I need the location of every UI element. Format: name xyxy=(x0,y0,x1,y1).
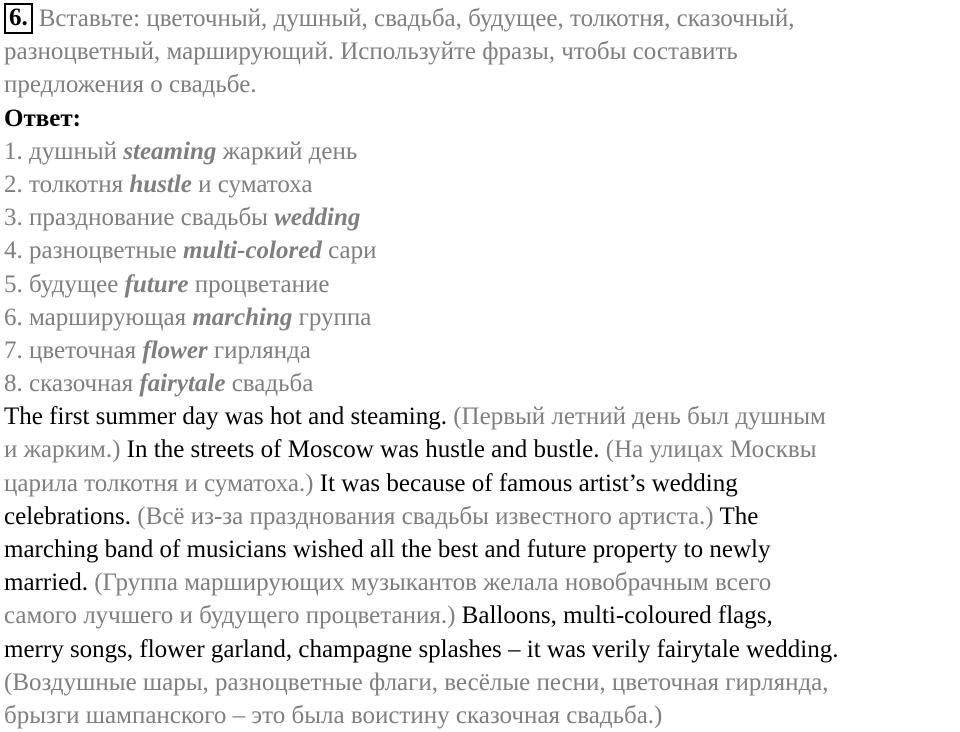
list-item xyxy=(4,334,959,367)
list-item xyxy=(4,268,959,301)
russian-translation: (Воздушные шары, разноцветные флаги, весёлые песни, цветочная гирлянда, xyxy=(4,668,829,696)
item-english-term: hustle xyxy=(129,170,192,198)
english-sentence: celebrations. xyxy=(4,502,138,530)
story-line xyxy=(4,500,959,533)
russian-translation: (Группа марширующих музыкантов желала новобрачным всего xyxy=(94,569,772,597)
russian-translation: царила толкотня и суматоха.) xyxy=(4,469,320,497)
list-item xyxy=(4,367,959,400)
task-text-1: Вставьте: цветочный, душный, свадьба, будущее, толкотня, сказочный, xyxy=(38,5,795,32)
item-english-term: future xyxy=(124,270,189,298)
english-sentence: Balloons, multi-coloured flags, xyxy=(461,602,773,630)
item-english-term: multi-colored xyxy=(182,237,322,265)
task-line-2: разноцветный, марширующий. Используйте фразы, чтобы составить xyxy=(4,38,738,66)
item-phrase: 8. сказочная xyxy=(4,370,140,398)
item-phrase: 6. марширующая xyxy=(4,303,193,331)
russian-translation: (На улицах Москвы xyxy=(605,436,817,464)
item-phrase-end: группа xyxy=(292,303,372,331)
english-sentence: The xyxy=(719,502,759,530)
item-phrase: 3. празднование свадьбы xyxy=(4,204,275,232)
story-line xyxy=(4,467,959,500)
item-phrase-end: сари xyxy=(321,237,377,265)
english-sentence: married. xyxy=(4,569,95,597)
task-line-1 xyxy=(4,2,959,35)
story-line xyxy=(4,633,959,666)
answer-list xyxy=(4,135,959,401)
item-phrase: 4. разноцветные xyxy=(4,237,183,265)
russian-translation: (Первый летний день был душным xyxy=(453,403,826,431)
composed-story xyxy=(4,400,959,732)
item-english-term: steaming xyxy=(123,137,217,165)
item-phrase: 1. душный xyxy=(4,137,124,165)
item-english-term: flower xyxy=(142,336,208,364)
exercise-number: 6. xyxy=(4,3,33,34)
list-item xyxy=(4,135,959,168)
answer-label: Ответ: xyxy=(4,104,81,132)
story-line xyxy=(4,599,959,632)
item-english-term: wedding xyxy=(274,204,361,232)
list-item xyxy=(4,168,959,201)
item-phrase-end: свадьба xyxy=(225,370,314,398)
item-phrase: 5. будущее xyxy=(4,270,125,298)
russian-translation: (Всё из-за празднования свадьбы известного артиста.) xyxy=(137,502,720,530)
story-line xyxy=(4,666,959,699)
item-english-term: marching xyxy=(192,303,293,331)
list-item xyxy=(4,201,959,234)
story-line xyxy=(4,533,959,566)
story-line xyxy=(4,400,959,433)
russian-translation: самого лучшего и будущего процветания.) xyxy=(4,602,462,630)
item-phrase-end: процветание xyxy=(188,270,330,298)
item-phrase: 7. цветочная xyxy=(4,336,143,364)
english-sentence: In the streets of Moscow was hustle and bustle. xyxy=(126,436,606,464)
exercise xyxy=(4,2,959,732)
story-line xyxy=(4,433,959,466)
task-line-3: предложения о свадьбе. xyxy=(4,71,257,99)
english-sentence: It was because of famous artist’s wedding xyxy=(319,469,738,497)
list-item xyxy=(4,301,959,334)
story-line xyxy=(4,566,959,599)
list-item xyxy=(4,234,959,267)
item-phrase-end: и суматоха xyxy=(191,170,313,198)
item-phrase-end: жаркий день xyxy=(216,137,358,165)
russian-translation: брызги шампанского – это была воистину сказочная свадьба.) xyxy=(4,701,663,729)
russian-translation: и жарким.) xyxy=(4,436,127,464)
english-sentence: The first summer day was hot and steaming. xyxy=(4,403,454,431)
item-english-term: fairytale xyxy=(139,370,226,398)
english-sentence: marching band of musicians wished all the best and future property to newly xyxy=(4,536,771,563)
story-line xyxy=(4,699,959,732)
item-phrase-end: гирлянда xyxy=(207,336,311,364)
english-sentence: merry songs, flower garland, champagne splashes – it was verily fairytale wedding. xyxy=(4,635,839,663)
item-phrase: 2. толкотня xyxy=(4,170,130,198)
